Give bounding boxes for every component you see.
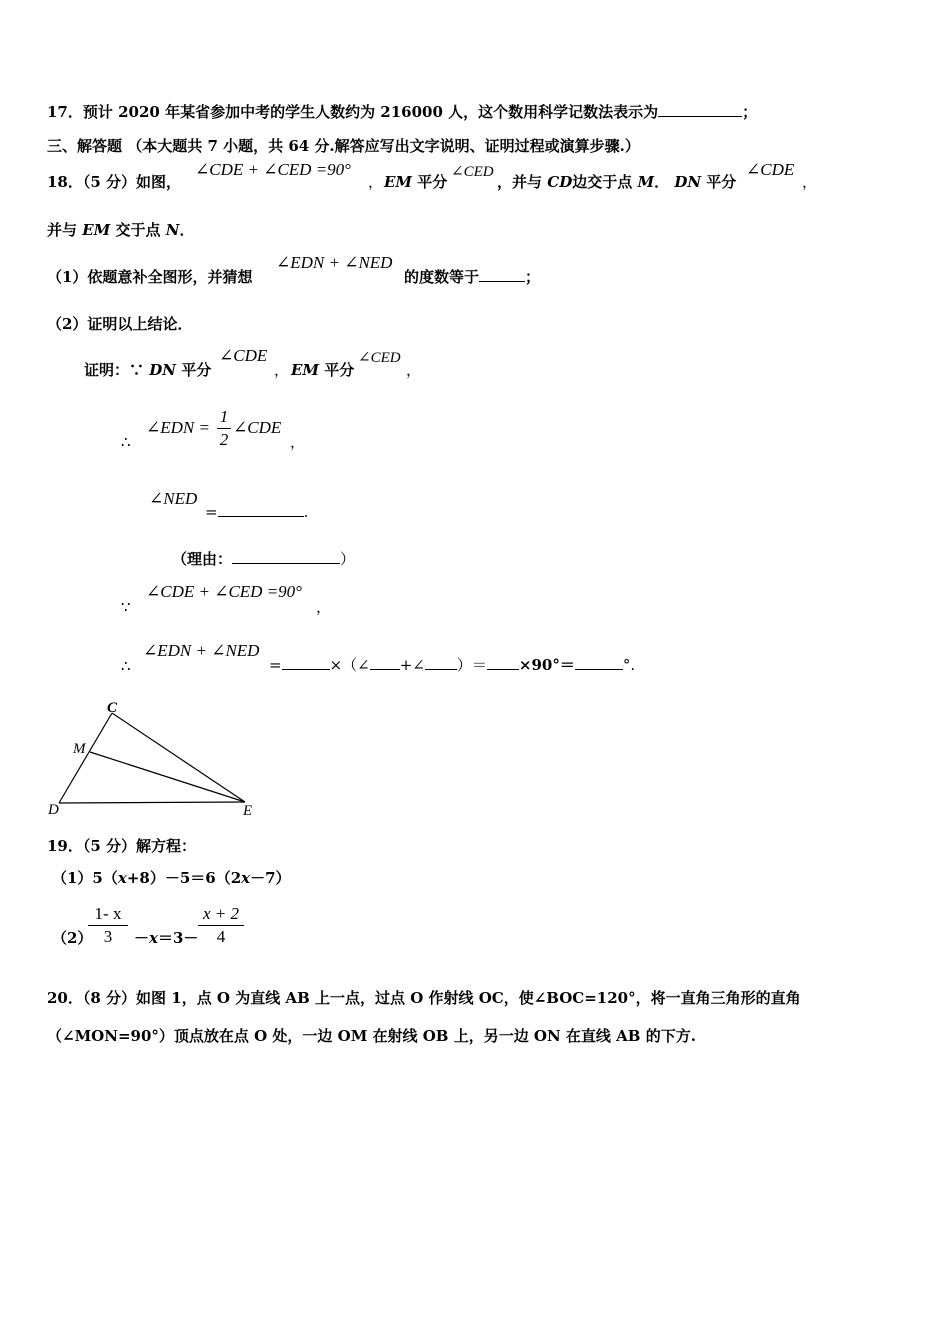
- frac2-numerator: x + 2: [202, 904, 240, 923]
- label-m: M: [73, 741, 86, 757]
- label-c: C: [107, 700, 118, 716]
- q18-line2-c: ．: [179, 221, 195, 239]
- triangle-figure: [40, 696, 270, 826]
- proof-ned: ∠NED: [149, 489, 198, 508]
- q18-point-m: M: [637, 173, 655, 191]
- proof-comma-3: ，: [290, 433, 306, 451]
- q18-bisects-1: 平分: [417, 173, 448, 191]
- half-numerator: 1: [219, 407, 229, 426]
- eq2-label: （2）: [52, 929, 93, 947]
- final-blank-2[interactable]: [487, 655, 519, 670]
- q18-line2-a: 并与: [47, 221, 78, 239]
- q18-line2: [47, 220, 195, 240]
- label-e: E: [243, 803, 253, 819]
- q18-cd: CD: [547, 173, 573, 191]
- eq2-equals: ＝3－: [157, 929, 199, 947]
- eq1-x1: x: [117, 869, 127, 887]
- final-blank-angle-1[interactable]: [370, 655, 400, 670]
- q18-em: EM: [384, 173, 413, 191]
- proof-comma-1: ，: [274, 361, 290, 379]
- q19-eq1: [52, 868, 291, 888]
- side-de: [59, 802, 245, 803]
- frac1-denominator: 3: [103, 927, 113, 946]
- eq1-part-b: +8）－5＝6（2: [126, 869, 242, 887]
- final-blank-1[interactable]: [282, 655, 330, 670]
- final-blank-3[interactable]: [575, 655, 623, 670]
- q18-part1-expr: ∠EDN + ∠NED: [276, 253, 393, 272]
- q18-line2-em: EM: [82, 221, 111, 239]
- proof-edn-eq: ∠EDN =: [146, 418, 210, 437]
- eq2-minus: －: [134, 929, 150, 947]
- reason-open: （理由：: [172, 550, 233, 568]
- final-close: ）＝: [456, 656, 487, 674]
- proof-cde: ∠CDE: [233, 418, 282, 437]
- final-times90: ×90°＝: [518, 656, 575, 674]
- q18-dn: DN: [674, 173, 702, 191]
- proof-dn: DN: [149, 361, 176, 379]
- q18-mid3: 边交于点: [572, 173, 633, 191]
- q19-title: 19．（5 分）解方程：: [47, 837, 197, 855]
- q18-dot: ．: [654, 173, 670, 191]
- eq1-part-a: （1）5（: [52, 869, 118, 887]
- q18-mid2: ，并与: [497, 173, 543, 191]
- ned-blank[interactable]: [218, 502, 304, 517]
- reason-close: ）: [340, 550, 356, 568]
- q18-part1-a: （1）依题意补全图形，并猜想: [47, 268, 253, 286]
- final-expr: ∠EDN + ∠NED: [143, 641, 260, 660]
- side-ce: [112, 713, 245, 802]
- q18-angle-ced: ∠CED: [451, 164, 494, 180]
- half-denominator: 2: [219, 430, 229, 449]
- q17-tail: ；: [742, 103, 758, 121]
- reason-blank[interactable]: [232, 549, 340, 564]
- segment-em: [90, 752, 245, 802]
- final-blank-angle-2[interactable]: [425, 655, 457, 670]
- frac1-numerator: 1- x: [94, 904, 122, 923]
- therefore-symbol-1: ∴: [121, 433, 131, 451]
- proof-comma-2: ，: [406, 361, 422, 379]
- q17-answer-blank[interactable]: [658, 102, 742, 117]
- proof-period: .: [303, 503, 309, 521]
- proof-sum-expr: ∠CDE + ∠CED =90°: [146, 582, 302, 601]
- q18-bisects-2: 平分: [706, 173, 737, 191]
- final-line: [269, 655, 635, 675]
- half-fraction: [217, 407, 231, 450]
- q18-angle-cde: ∠CDE: [746, 160, 795, 179]
- eq2-fraction-1: [88, 904, 128, 947]
- q20-line2: （∠MON=90°）顶点放在点 O 处，一边 OM 在射线 OB 上，另一边 ON 在直线 AB 的下方.: [47, 1027, 696, 1045]
- q18-part2: （2）证明以上结论．: [47, 315, 193, 333]
- eq2-x: x: [149, 929, 158, 947]
- q18-line2-b: 交于点: [115, 221, 161, 239]
- proof-because-1: 证明：∵: [84, 361, 145, 379]
- eq1-x2: x: [241, 869, 251, 887]
- final-plus: +∠: [399, 656, 425, 674]
- proof-bisects-1: 平分: [181, 361, 212, 379]
- q18-part1-b: 的度数等于: [404, 268, 480, 286]
- proof-angle-ced: ∠CED: [358, 350, 401, 366]
- q17-text: 17．预计 2020 年某省参加中考的学生人数约为 216000 人，这个数用科学记数法表示为: [47, 103, 659, 121]
- because-symbol: ∵: [121, 598, 131, 616]
- q17-line: [47, 102, 757, 122]
- q18-part1-c: ；: [525, 268, 541, 286]
- q18-condition-sum: ∠CDE + ∠CED =90°: [195, 160, 351, 179]
- q18-line2-n: N: [165, 221, 180, 239]
- eq1-part-c: －7）: [250, 869, 291, 887]
- section-3-header: 三、解答题 （本大题共 7 小题，共 64 分.解答应写出文字说明、证明过程或演算步骤.）: [47, 137, 640, 155]
- therefore-symbol-2: ∴: [121, 657, 131, 675]
- proof-angle-cde: ∠CDE: [219, 346, 268, 365]
- frac2-denominator: 4: [216, 927, 226, 946]
- q18-comma-1: ，: [368, 173, 384, 191]
- q20-line1: 20．（8 分）如图 1，点 O 为直线 AB 上一点，过点 O 作射线 OC，使∠BOC=120°，将一直角三角形的直角: [47, 989, 801, 1007]
- proof-em: EM: [291, 361, 320, 379]
- final-times: ×（∠: [329, 656, 370, 674]
- side-dc: [59, 713, 112, 803]
- q18-comma-2: ，: [802, 173, 818, 191]
- proof-bisects-2: 平分: [324, 361, 355, 379]
- proof-equals-1: =: [205, 503, 218, 521]
- proof-comma-4: ，: [316, 598, 332, 616]
- eq2-fraction-2: [198, 904, 244, 947]
- label-d: D: [48, 802, 59, 818]
- final-equals: =: [269, 656, 282, 674]
- q18-number: 18．（5 分）如图，: [47, 173, 182, 191]
- q18-part1-blank[interactable]: [479, 267, 525, 282]
- final-degree: °.: [622, 656, 636, 674]
